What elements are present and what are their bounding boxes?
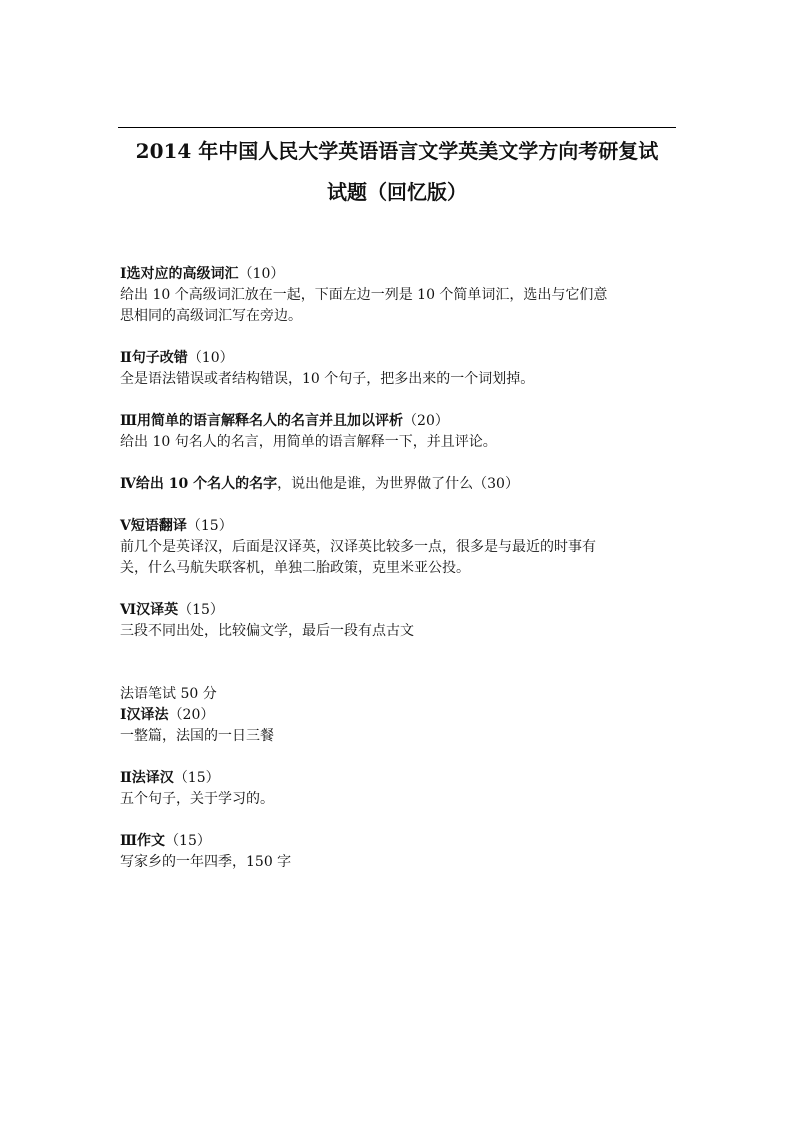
section-text: 五个句子，关于学习的。 <box>120 791 274 807</box>
section-text: 三段不同出处，比较偏文学，最后一段有点古文 <box>120 623 414 639</box>
section-2 <box>120 348 680 390</box>
section-score: （10） <box>187 350 234 366</box>
section-score: （15） <box>165 833 211 849</box>
section-4 <box>120 474 680 495</box>
section-text: 一整篇，法国的一日三餐 <box>120 728 274 744</box>
title-line-2: 试题（回忆版） <box>327 180 467 204</box>
section-6 <box>120 600 680 642</box>
section-text: 给出 10 个高级词汇放在一起，下面左边一列是 10 个简单词汇，选出与它们意 <box>120 287 608 303</box>
section-3 <box>120 411 680 453</box>
document-body <box>120 264 680 873</box>
section-text: 写家乡的一年四季，150 字 <box>120 854 292 870</box>
section-score: （15） <box>186 518 233 534</box>
section-heading: Ⅲ作文 <box>120 833 166 849</box>
section-1 <box>120 264 680 327</box>
section-heading: Ⅵ汉译英 <box>120 602 179 618</box>
section-heading: Ⅰ选对应的高级词汇 <box>120 266 239 282</box>
section-5 <box>120 516 680 579</box>
section-score: （20） <box>168 707 215 723</box>
section-text: 关，什么马航失联客机，单独二胎政策，克里米亚公投。 <box>120 560 470 576</box>
section-score: ，说出他是谁，为世界做了什么（30） <box>277 476 519 492</box>
section-heading: Ⅱ法译汉 <box>120 770 174 786</box>
top-rule <box>118 127 676 128</box>
section-text: 思相同的高级词汇写在旁边。 <box>120 308 302 324</box>
french-section-2 <box>120 768 680 810</box>
section-heading: Ⅴ短语翻译 <box>120 518 187 534</box>
section-score: （20） <box>403 413 449 429</box>
french-intro: 法语笔试 50 分 <box>120 686 217 702</box>
section-score: （15） <box>173 770 220 786</box>
document-title <box>118 131 676 213</box>
section-score: （10） <box>238 266 285 282</box>
title-line-1: 2014 年中国人民大学英语语言文学英美文学方向考研复试 <box>135 139 659 163</box>
french-section-1 <box>120 705 680 747</box>
section-text: 前几个是英译汉，后面是汉译英，汉译英比较多一点，很多是与最近的时事有 <box>120 539 596 555</box>
section-heading: Ⅳ给出 10 个名人的名字 <box>120 476 278 492</box>
section-text: 给出 10 句名人的名言，用简单的语言解释一下，并且评论。 <box>120 434 497 450</box>
french-section-3 <box>120 831 680 873</box>
section-heading: Ⅲ用简单的语言解释名人的名言并且加以评析 <box>120 413 404 429</box>
section-text: 全是语法错误或者结构错误，10 个句子，把多出来的一个词划掉。 <box>120 371 535 387</box>
section-heading: Ⅱ句子改错 <box>120 350 188 366</box>
section-score: （15） <box>178 602 224 618</box>
section-heading: Ⅰ汉译法 <box>120 707 169 723</box>
